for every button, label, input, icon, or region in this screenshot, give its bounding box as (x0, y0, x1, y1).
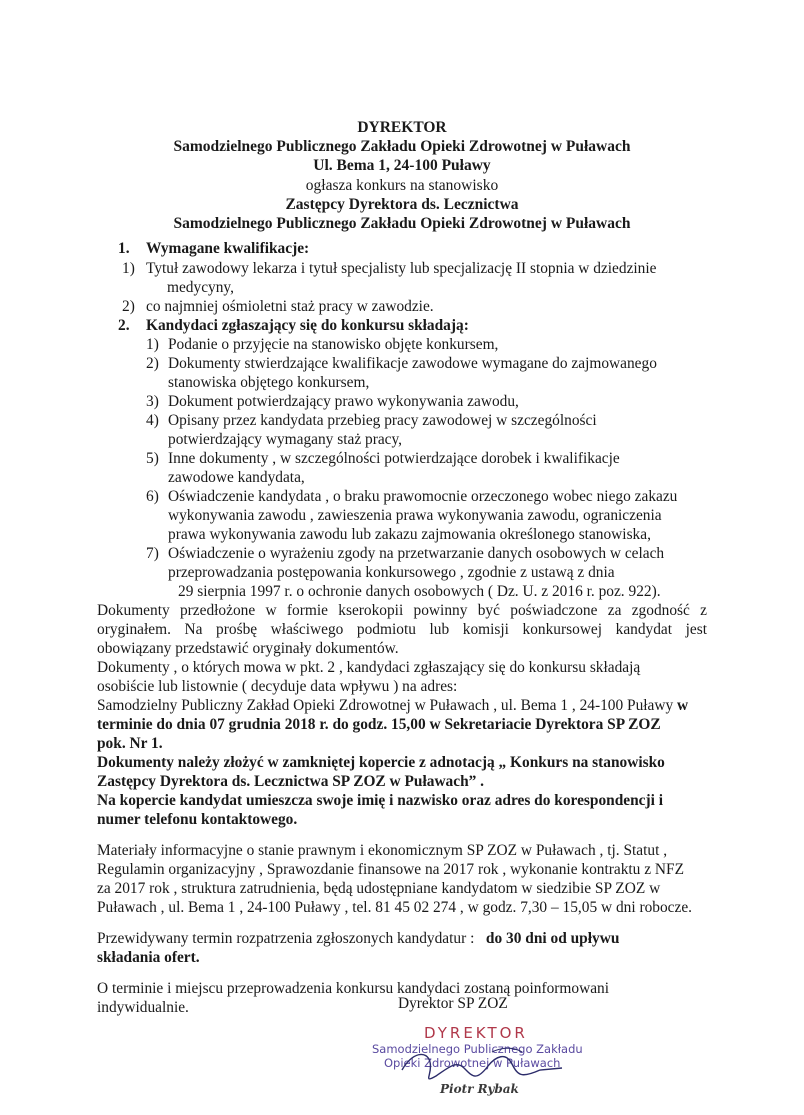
s2-item-4-number: 4) (146, 412, 159, 429)
s2-item-4-line-2: potwierdzający wymagany staż pracy, (168, 431, 403, 448)
materials-line-2: Regulamin organizacyjny , Sprawozdanie finansowe na 2017 rok , wykonanie kontraktu z NFZ (97, 861, 684, 878)
submit-line-1: Dokumenty , o których mowa w pkt. 2 , kandydaci zgłaszający się do konkursu składają (97, 659, 641, 676)
submit-address-bold: w (677, 697, 689, 714)
envelope-line-2: Zastępcy Dyrektora ds. Lecznictwa SP ZOZ w Puławach” . (97, 773, 485, 790)
materials-line-4: Puławach , ul. Bema 1 , 24-100 Puławy , tel. 81 45 02 274 , w godz. 7,30 – 15,05 w dni robocze. (97, 899, 693, 916)
materials-line-3: za 2017 rok , struktura zatrudnienia, będą udostępniane kandydatom w siedzibie SP ZOZ w (97, 880, 661, 897)
stamp-line-3: Opieki Zdrowotnej w Puławach (384, 1056, 561, 1070)
header-line-2: Samodzielnego Publicznego Zakładu Opieki Zdrowotnej w Puławach (173, 138, 631, 155)
submit-line-2: osobiście lub listownie ( decyduje data wpływu ) na adres: (97, 678, 458, 695)
s1-item-2-number: 2) (122, 298, 135, 315)
s2-item-3-line-1: Dokument potwierdzający prawo wykonywania zawodu, (168, 393, 519, 410)
envelope-line-4: numer telefonu kontaktowego. (97, 811, 298, 828)
info-line-1: O terminie i miejscu przeprowadzenia konkursu kandydaci zostaną poinformowani (97, 980, 610, 997)
signature-label: Dyrektor SP ZOZ (398, 995, 508, 1012)
s2-item-6-line-1: Oświadczenie kandydata , o braku prawomocnie orzeczonego wobec niego zakazu (168, 488, 678, 505)
handwritten-signature-icon (372, 1022, 592, 1102)
stamp-title: DYREKTOR (424, 1024, 528, 1042)
info-line-2: indywidualnie. (97, 999, 189, 1016)
s1-item-1-number: 1) (122, 260, 135, 277)
s2-item-1-line-1: Podanie o przyjęcie na stanowisko objęte konkursem, (168, 336, 499, 353)
s2-item-2-number: 2) (146, 355, 159, 372)
s2-item-7-line-1: Oświadczenie o wyrażeniu zgody na przetwarzanie danych osobowych w celach (168, 545, 665, 562)
copies-line-2: oryginałem. Na prośbę właściwego podmiotu lub komisji konkursowej kandydat jest (97, 621, 707, 638)
s2-item-1-number: 1) (146, 336, 159, 353)
director-stamp (372, 1022, 592, 1102)
section-2-number: 2. (118, 317, 130, 334)
s1-item-2-line-1: co najmniej ośmioletni staż pracy w zawodzie. (146, 298, 434, 315)
submit-room: pok. Nr 1. (97, 735, 163, 752)
envelope-line-1: Dokumenty należy złożyć w zamkniętej kopercie z adnotacją „ Konkurs na stanowisko (97, 754, 665, 771)
stamp-name: Piotr Rybak (440, 1082, 519, 1096)
header-line-5: Zastępcy Dyrektora ds. Lecznictwa (285, 196, 519, 213)
s2-item-4-line-1: Opisany przez kandydata przebieg pracy zawodowej w szczególności (168, 412, 597, 429)
s1-item-1-line-1: Tytuł zawodowy lekarza i tytuł specjalisty lub specjalizację II stopnia w dziedzinie (146, 260, 657, 277)
s2-item-6-line-2: wykonywania zawodu , zawieszenia prawa wykonywania zawodu, ograniczenia (168, 507, 662, 524)
s2-item-2-line-1: Dokumenty stwierdzające kwalifikacje zawodowe wymagane do zajmowanego (168, 355, 657, 372)
submit-deadline: terminie do dnia 07 grudnia 2018 r. do godz. 15,00 w Sekretariacie Dyrektora SP ZOZ (97, 716, 661, 733)
s2-item-2-line-2: stanowiska objętego konkursem, (168, 374, 370, 391)
submit-line-3 (97, 697, 688, 715)
header-line-4: ogłasza konkurs na stanowisko (305, 177, 499, 194)
section-1-title: Wymagane kwalifikacje: (146, 240, 310, 257)
s1-item-1-line-2: medycyny, (167, 279, 234, 296)
submit-address: Samodzielny Publiczny Zakład Opieki Zdrowotnej w Puławach , ul. Bema 1 , 24-100 Puławy (97, 697, 674, 714)
s2-item-7-line-2: przeprowadzania postępowania konkursowego , zgodnie z ustawą z dnia (168, 564, 615, 581)
term-label: Przewidywany termin rozpatrzenia zgłoszonych kandydatur : (97, 930, 475, 947)
term-line-1 (97, 930, 619, 948)
section-2-title: Kandydaci zgłaszający się do konkursu składają: (146, 317, 469, 334)
header-line-6: Samodzielnego Publicznego Zakładu Opieki Zdrowotnej w Puławach (173, 215, 631, 232)
section-1-number: 1. (118, 240, 130, 257)
term-line-2: składania ofert. (97, 949, 200, 966)
header-line-1: DYREKTOR (357, 119, 447, 136)
copies-line-3: obowiązany przedstawić oryginały dokumentów. (97, 640, 399, 657)
s2-item-7-line-3: 29 sierpnia 1997 r. o ochronie danych osobowych ( Dz. U. z 2016 r. poz. 922). (178, 583, 661, 600)
materials-line-1: Materiały informacyjne o stanie prawnym i ekonomicznym SP ZOZ w Puławach , tj. Statut , (97, 842, 668, 859)
s2-item-5-line-2: zawodowe kandydata, (168, 469, 305, 486)
s2-item-7-number: 7) (146, 545, 159, 562)
s2-item-6-line-3: prawa wykonywania zawodu lub zakazu zajmowania określonego stanowiska, (168, 526, 651, 543)
s2-item-5-line-1: Inne dokumenty , w szczególności potwierdzające dorobek i kwalifikacje (168, 450, 620, 467)
s2-item-5-number: 5) (146, 450, 159, 467)
header-line-3: Ul. Bema 1, 24-100 Puławy (313, 157, 491, 174)
envelope-line-3: Na kopercie kandydat umieszcza swoje imię i nazwisko oraz adres do korespondencji i (97, 792, 664, 809)
stamp-line-2: Samodzielnego Publicznego Zakładu (372, 1042, 583, 1056)
copies-line-1: Dokumenty przedłożone w formie kserokopii powinny być poświadczone za zgodność z (97, 602, 707, 619)
s2-item-6-number: 6) (146, 488, 159, 505)
s2-item-3-number: 3) (146, 393, 159, 410)
term-value: do 30 dni od upływu (485, 930, 620, 947)
